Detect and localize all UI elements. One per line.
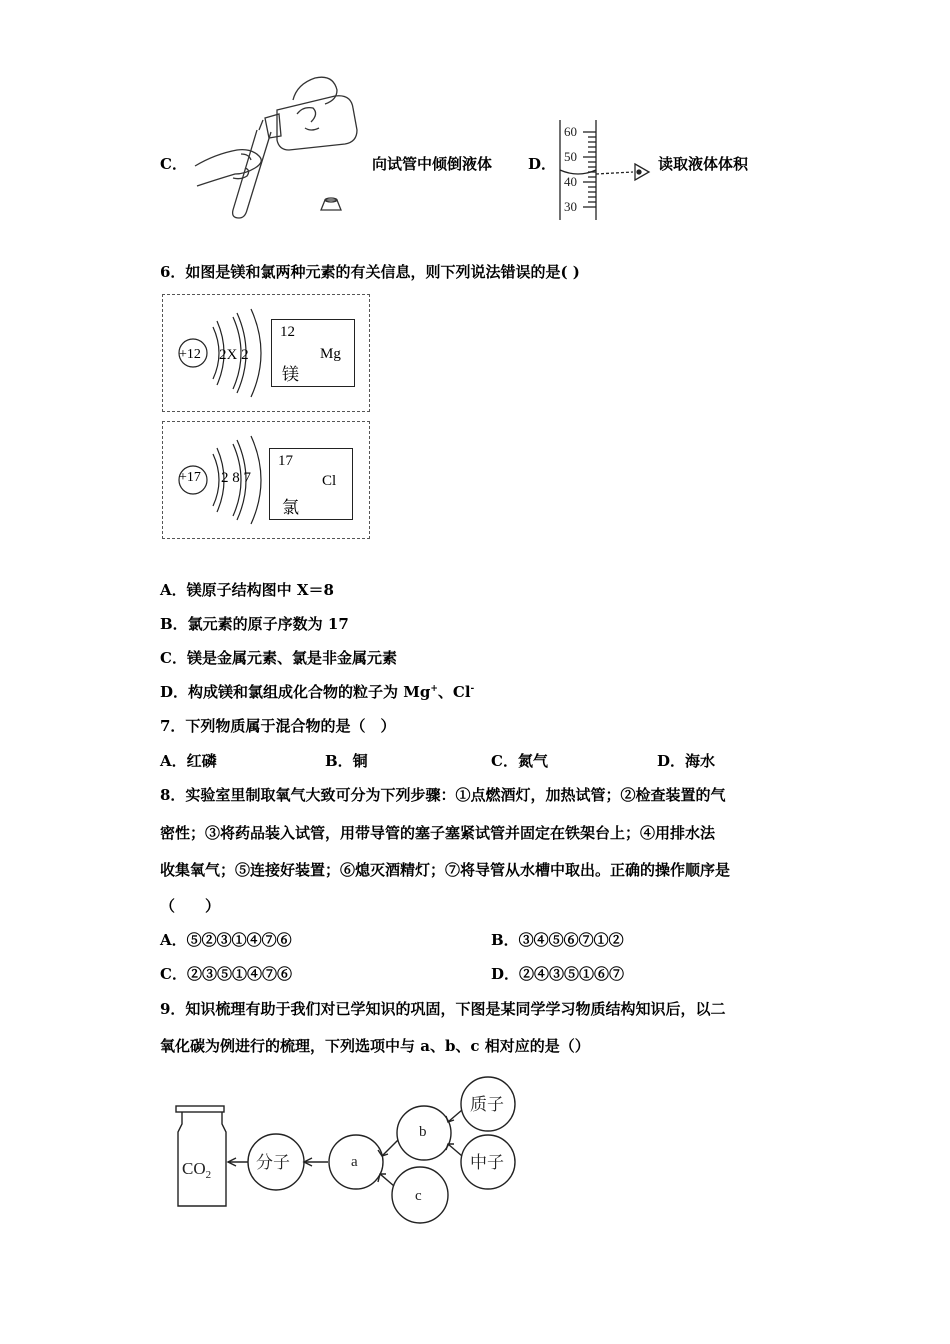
q8-line-4: （ ） bbox=[160, 897, 221, 915]
q8-line-1: 8．实验室里制取氧气大致可分为下列步骤：①点燃酒灯，加热试管；②检查装置的气 bbox=[160, 786, 726, 804]
q6-option-d-text: D．构成镁和氯组成化合物的粒子为 Mg bbox=[160, 683, 431, 701]
q7-option-a: A．红磷 bbox=[160, 752, 217, 770]
mg-atomic-number: 12 bbox=[280, 324, 295, 340]
q7-stem: 7．下列物质属于混合物的是（ ） bbox=[160, 717, 396, 735]
q6-option-c: C．镁是金属元素、氯是非金属元素 bbox=[160, 649, 397, 667]
co2-bottle-subscript: 2 bbox=[205, 1169, 212, 1181]
graduated-cylinder-illustration bbox=[555, 118, 655, 222]
tick-label-30: 30 bbox=[564, 199, 577, 214]
co2-bottle-label bbox=[182, 1159, 211, 1181]
proton-node: 质子 bbox=[470, 1095, 504, 1114]
node-c: c bbox=[415, 1188, 422, 1204]
q6-option-d bbox=[160, 681, 474, 702]
option-c-caption: 向试管中倾倒液体 bbox=[372, 155, 493, 173]
q6-option-d-sup2: - bbox=[470, 684, 475, 694]
q8-option-c: C．②③⑤①④⑦⑥ bbox=[160, 965, 292, 983]
tick-label-60: 60 bbox=[564, 124, 577, 139]
co2-structure-diagram bbox=[170, 1070, 530, 1225]
q6-option-d-mid: 、Cl bbox=[437, 683, 471, 701]
co2-bottle-text: CO bbox=[182, 1159, 206, 1178]
q8-option-b: B．③④⑤⑥⑦①② bbox=[491, 931, 624, 949]
q7-option-d: D．海水 bbox=[657, 752, 716, 770]
molecule-node: 分子 bbox=[256, 1153, 290, 1172]
q6-option-a: A．镁原子结构图中 X＝8 bbox=[160, 581, 334, 599]
cl-atomic-number: 17 bbox=[278, 453, 293, 469]
node-b: b bbox=[419, 1124, 427, 1140]
mg-name: 镁 bbox=[282, 365, 299, 384]
tick-label-50: 50 bbox=[564, 149, 577, 164]
q9-line-2: 氧化碳为例进行的梳理，下列选项中与 a、b、c 相对应的是（） bbox=[160, 1037, 590, 1055]
mg-shells: 2X 2 bbox=[219, 347, 249, 363]
q6-stem: 6．如图是镁和氯两种元素的有关信息，则下列说法错误的是( ) bbox=[160, 263, 580, 281]
q6-option-b: B．氯元素的原子序数为 17 bbox=[160, 615, 349, 633]
q8-option-a: A．⑤②③①④⑦⑥ bbox=[160, 931, 292, 949]
option-d-label: D． bbox=[528, 155, 557, 173]
tick-label-40: 40 bbox=[564, 174, 577, 189]
cl-nucleus: +17 bbox=[179, 470, 201, 485]
q8-option-d: D．②④③⑤①⑥⑦ bbox=[491, 965, 625, 983]
q7-option-b: B．铜 bbox=[325, 752, 368, 770]
q8-line-2: 密性；③将药品装入试管，用带导管的塞子塞紧试管并固定在铁架台上；④用排水法 bbox=[160, 824, 716, 842]
cl-name: 氯 bbox=[282, 498, 299, 517]
cl-symbol: Cl bbox=[322, 473, 337, 489]
cl-info-box bbox=[162, 421, 370, 539]
node-a: a bbox=[351, 1154, 358, 1170]
cl-shells: 2 8 7 bbox=[221, 470, 251, 486]
cl-element-card bbox=[269, 448, 353, 520]
pouring-liquid-illustration bbox=[185, 70, 365, 220]
neutron-node: 中子 bbox=[470, 1153, 504, 1172]
option-d-caption: 读取液体体积 bbox=[658, 155, 749, 173]
q7-option-c: C．氮气 bbox=[491, 752, 548, 770]
mg-element-card bbox=[271, 319, 355, 387]
mg-info-box bbox=[162, 294, 370, 412]
q6-option-d-sup1: + bbox=[430, 684, 438, 694]
q9-line-1: 9．知识梳理有助于我们对已学知识的巩固，下图是某同学学习物质结构知识后，以二 bbox=[160, 1000, 726, 1018]
option-c-label: C． bbox=[160, 155, 187, 173]
mg-symbol: Mg bbox=[320, 346, 341, 362]
mg-nucleus: +12 bbox=[179, 347, 201, 362]
q8-line-3: 收集氧气；⑤连接好装置；⑥熄灭酒精灯；⑦将导管从水槽中取出。正确的操作顺序是 bbox=[160, 861, 731, 879]
